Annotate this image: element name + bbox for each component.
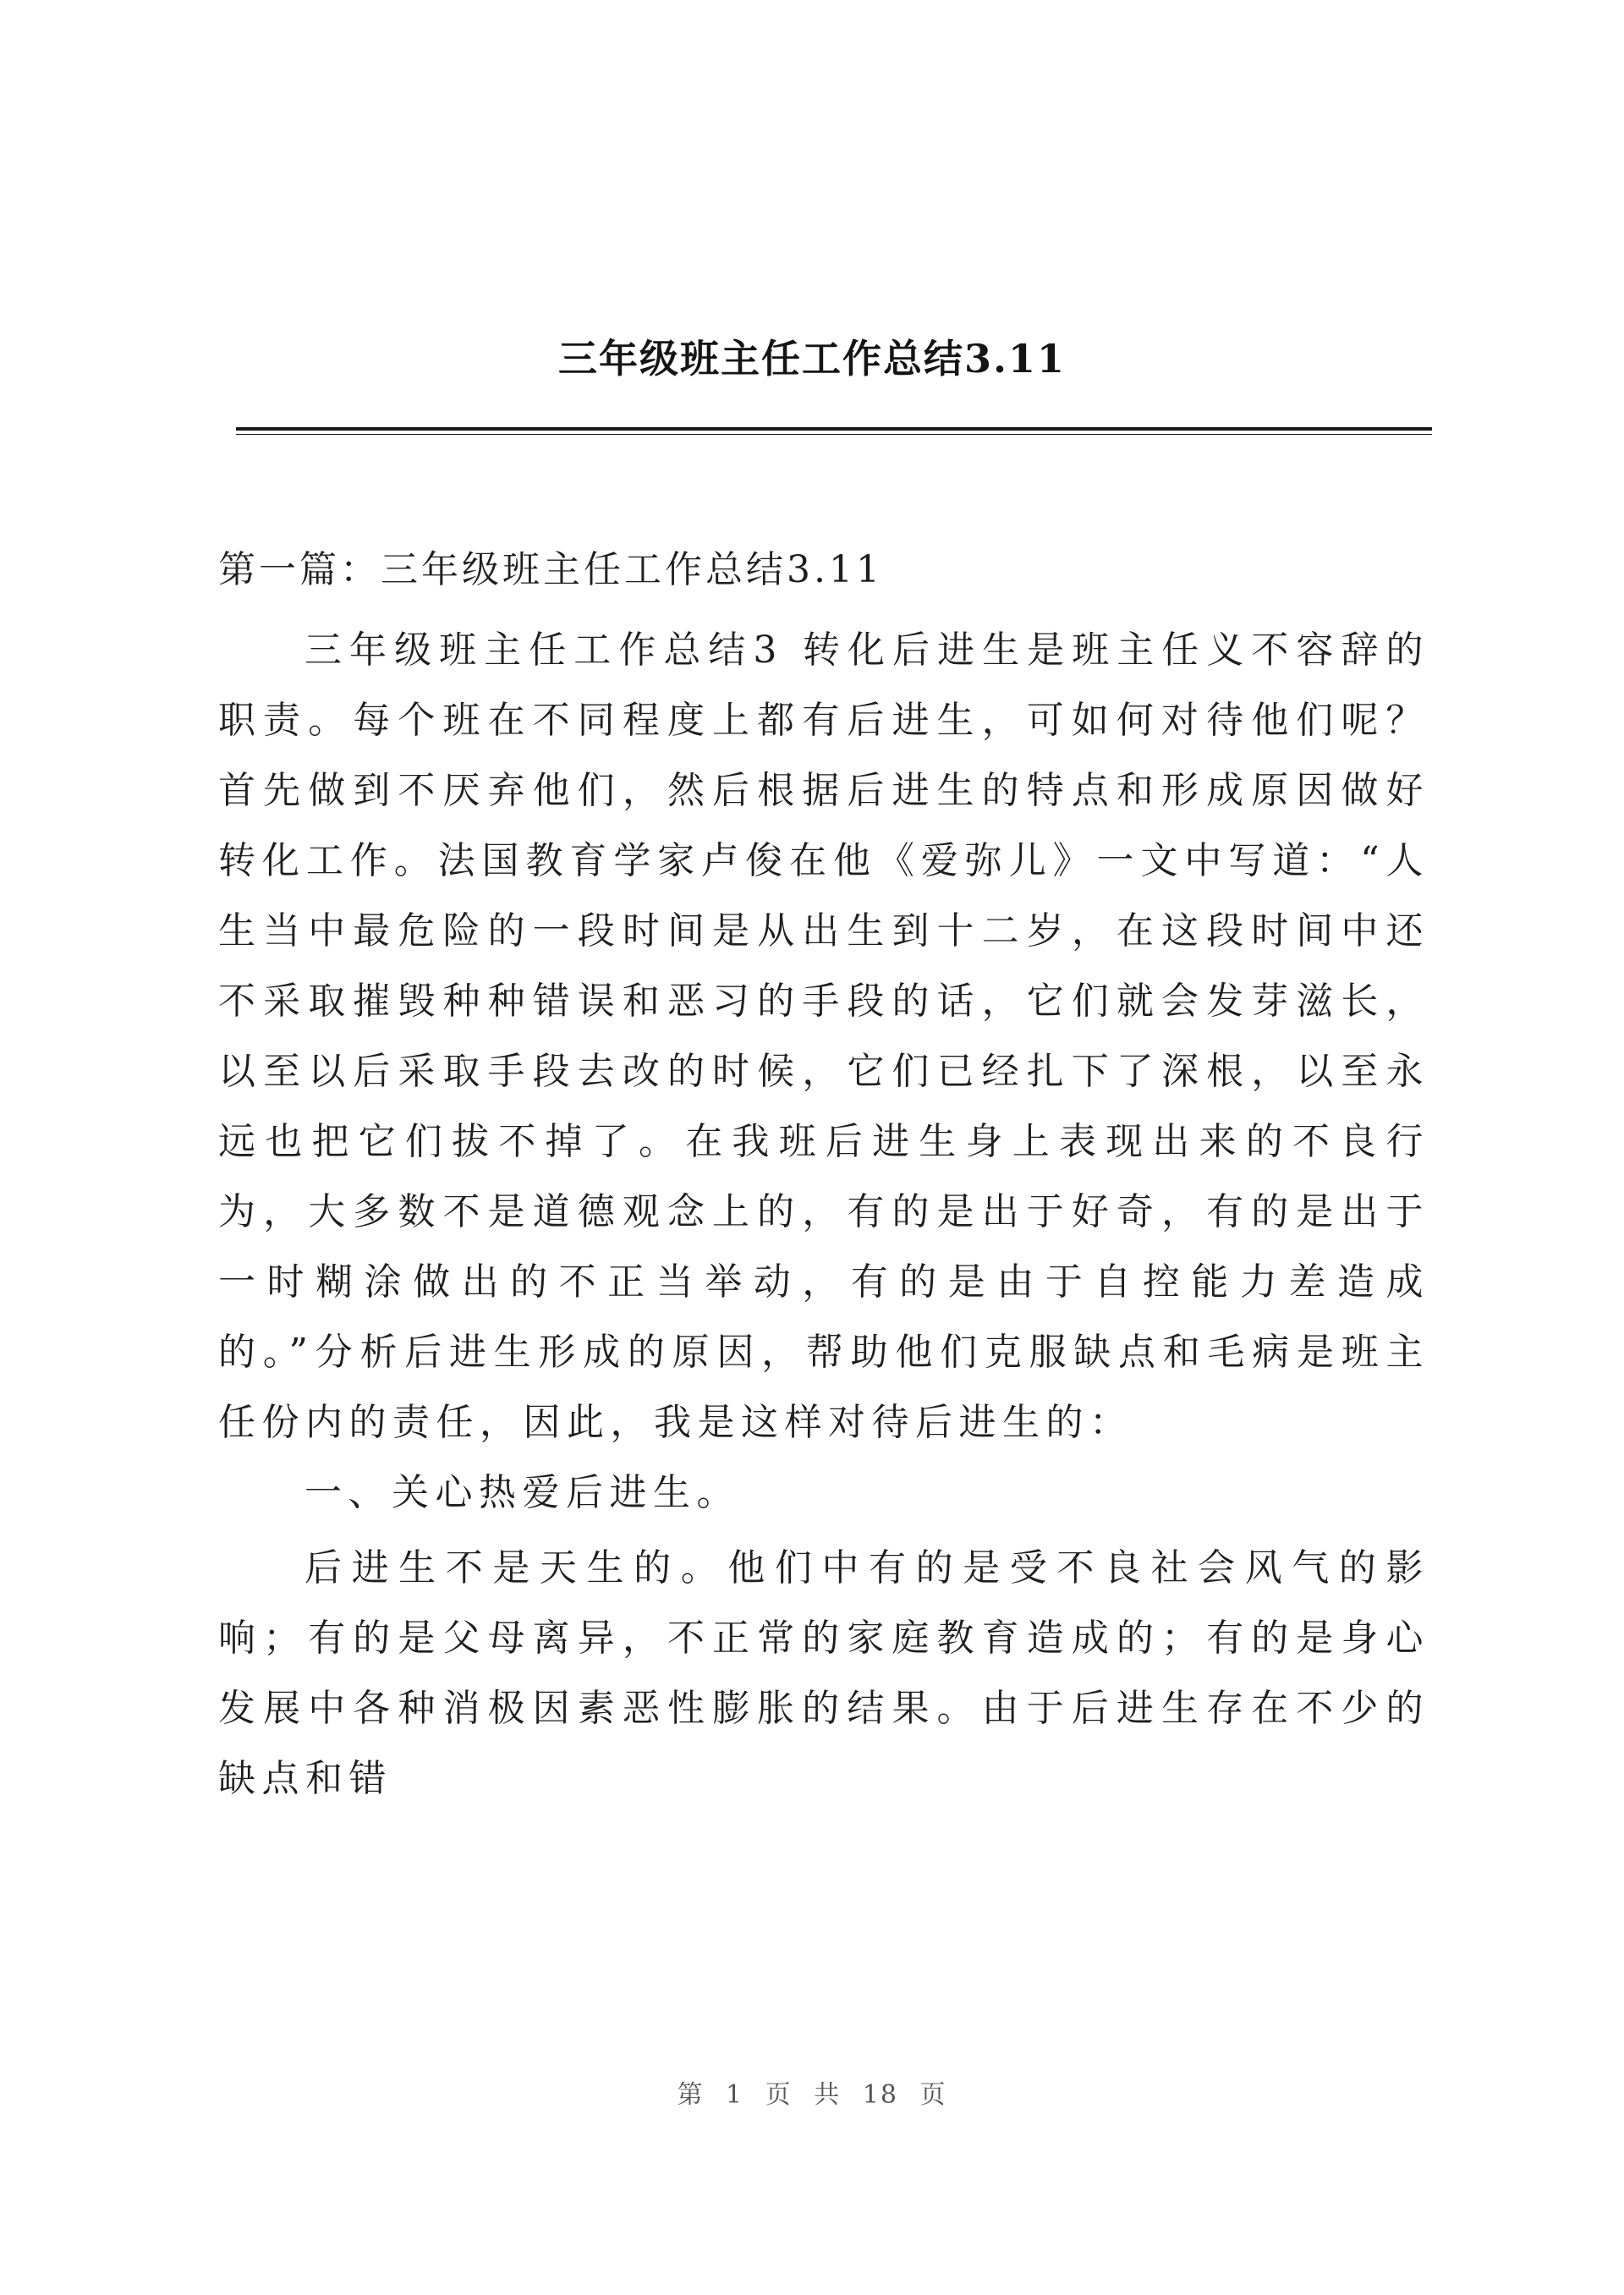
body-paragraph-continued: 后进生不是天生的。他们中有的是受不良社会风气的影响；有的是父母离异，不正常的家庭教育造成的；有的是身心发展中各种消极因素恶性膨胀的结果。由于后进生存在不少的缺点和错 (218, 1546, 1429, 1800)
title-divider-thick (236, 427, 1432, 431)
page-footer: 第 1 页 共 18 页 (677, 2080, 947, 2110)
section-heading: 第一篇：三年级班主任工作总结3.11 (218, 548, 883, 591)
document-body (218, 546, 1429, 1814)
body-paragraph-intro: 三年级班主任工作总结3 转化后进生是班主任义不容辞的职责。每个班在不同程度上都有后进生，可如何对待他们呢？首先做到不厌弃他们，然后根据后进生的特点和形成原因做好转化工作。法国教育学家卢俊在他《爱弥儿》一文中写道：“人生当中最危险的一段时间是从出生到十二岁，在这段时间中还不采取摧毁种种错误和恶习的手段的话，它们就会发芽滋长，以至以后采取手段去改的时候，它们已经扎下了深根，以至永远也把它们拔不掉了。在我班后进生身上表现出来的不良行为，大多数不是道德观念上的，有的是出于好奇，有的是出于一时糊涂做出的不正当举动，有的是由于自控能力差造成的。”分析后进生形成的原因，帮助他们克服缺点和毛病是班主任份内的责任，因此，我是这样对待后进生的： (218, 629, 1429, 1444)
title-divider-thin (236, 434, 1432, 435)
body-paragraph-heading-one: 一、关心热爱后进生。 (304, 1471, 740, 1514)
document-title: 三年级班主任工作总结3.11 (557, 336, 1067, 382)
